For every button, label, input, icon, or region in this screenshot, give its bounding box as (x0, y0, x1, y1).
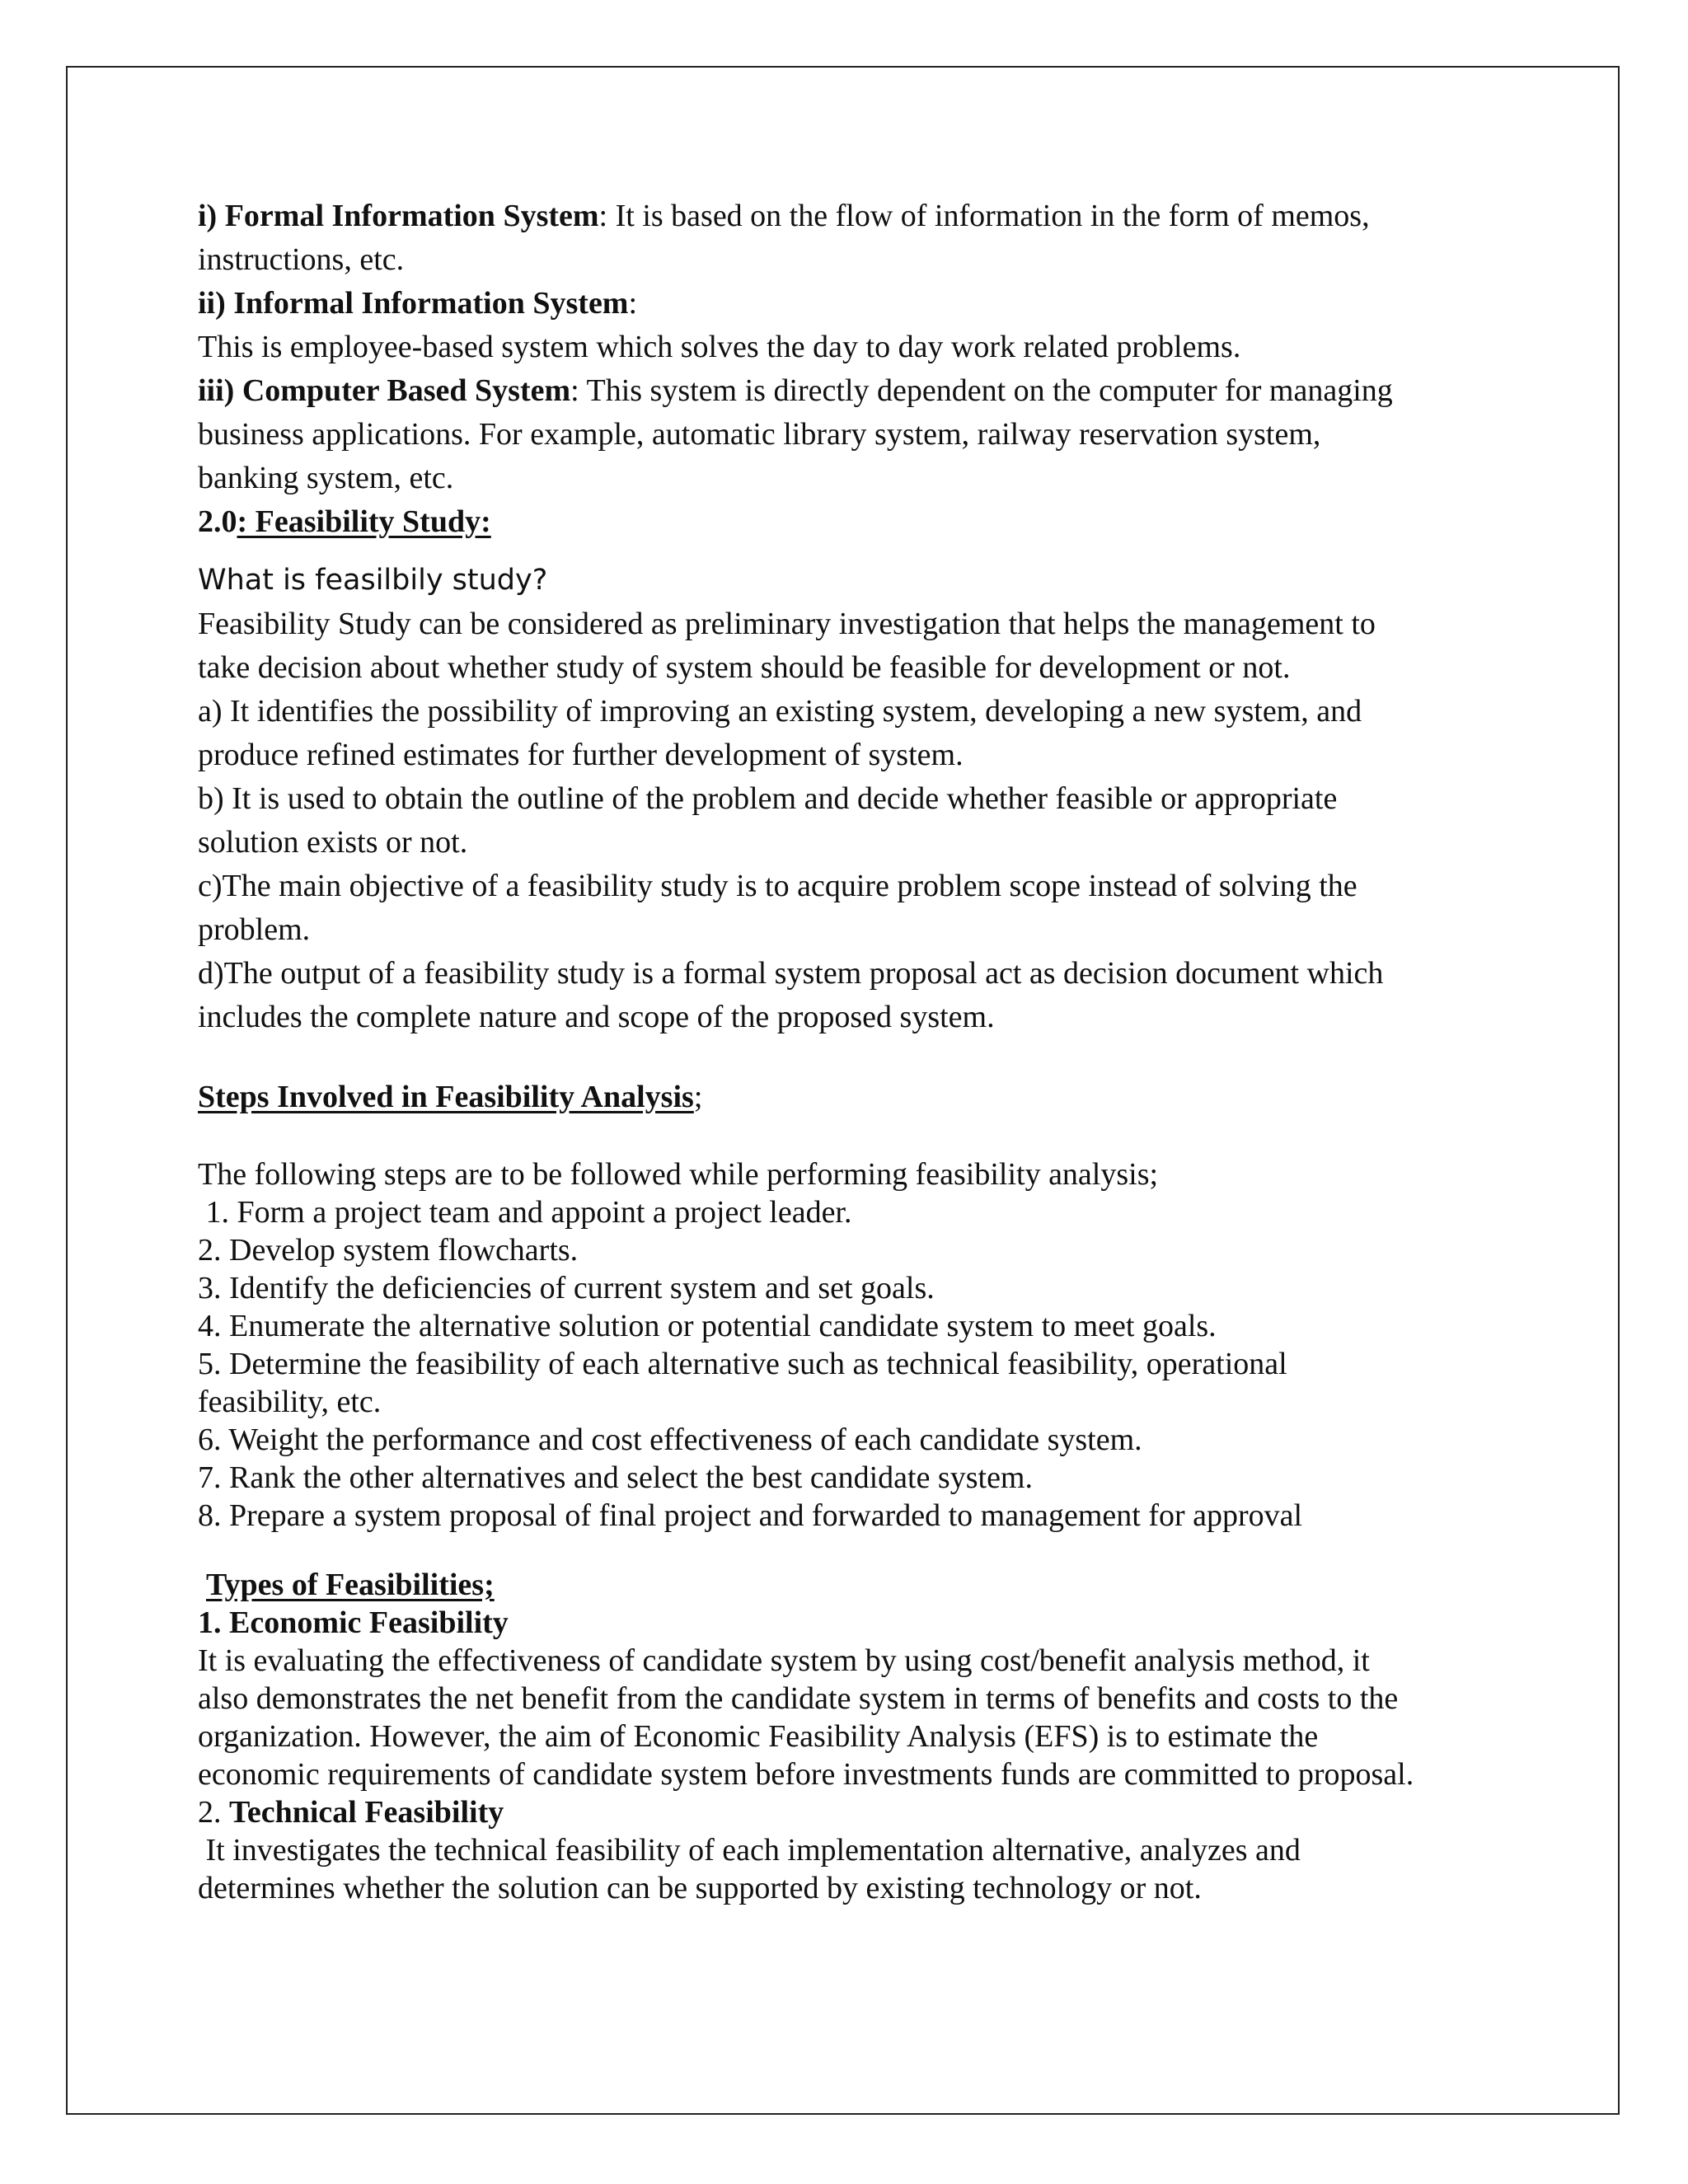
economic-line: also demonstrates the net benefit from the candidate system in terms of benefits and costs to the (198, 1681, 1399, 1716)
economic-line: organization. However, the aim of Economic Feasibility Analysis (EFS) is to estimate the (198, 1719, 1319, 1754)
feasibility-line: solution exists or not. (198, 825, 468, 860)
feasibility-study-heading: 2.0: Feasibility Study: (198, 504, 491, 539)
feasibility-line: d)The output of a feasibility study is a formal system proposal act as decision document which (198, 956, 1384, 991)
feasibility-question: What is feasilbily study? (198, 564, 548, 597)
formal-system-line-1: i) Formal Information System: It is based on the flow of information in the form of memos, (198, 199, 1370, 233)
informal-system-heading-line: ii) Informal Information System: (198, 286, 638, 321)
step-item: 8. Prepare a system proposal of final project and forwarded to management for approval (198, 1498, 1303, 1533)
step-item: 2. Develop system flowcharts. (198, 1233, 579, 1268)
informal-system-heading: ii) Informal Information System (198, 286, 629, 321)
spacer (198, 544, 1500, 559)
technical-line: determines whether the solution can be supported by existing technology or not. (198, 1871, 1202, 1905)
technical-feasibility-heading: 2. Technical Feasibility (198, 1795, 504, 1830)
types-heading: Types of Feasibilities; (206, 1568, 495, 1602)
feasibility-line: Feasibility Study can be considered as preliminary investigation that helps the management to (198, 607, 1376, 641)
computer-system-line-3: banking system, etc. (198, 461, 454, 495)
steps-intro: The following steps are to be followed while performing feasibility analysis; (198, 1157, 1159, 1192)
feasibility-line: a) It identifies the possibility of improving an existing system, developing a new system, and (198, 694, 1362, 729)
economic-line: It is evaluating the effectiveness of candidate system by using cost/benefit analysis method, it (198, 1643, 1370, 1678)
step-item: 1. Form a project team and appoint a project leader. (198, 1195, 852, 1230)
formal-system-line-2: instructions, etc. (198, 242, 405, 277)
feasibility-line: b) It is used to obtain the outline of the problem and decide whether feasible or appropriate (198, 781, 1338, 816)
economic-feasibility-heading: 1. Economic Feasibility (198, 1605, 509, 1640)
step-item: 6. Weight the performance and cost effectiveness of each candidate system. (198, 1422, 1142, 1457)
step-item: 3. Identify the deficiencies of current system and set goals. (198, 1271, 935, 1305)
computer-system-line-1: iii) Computer Based System: This system is directly dependent on the computer for managing (198, 373, 1393, 408)
formal-system-heading: i) Formal Information System (198, 199, 599, 233)
step-item: 5. Determine the feasibility of each alternative such as technical feasibility, operational (198, 1347, 1287, 1381)
spacer (198, 1535, 1500, 1566)
steps-heading: Steps Involved in Feasibility Analysis; (198, 1080, 703, 1114)
computer-system-heading: iii) Computer Based System (198, 373, 571, 408)
feasibility-line: c)The main objective of a feasibility study is to acquire problem scope instead of solving the (198, 869, 1357, 903)
technical-line: It investigates the technical feasibility of each implementation alternative, analyzes and (198, 1833, 1301, 1868)
informal-system-text: This is employee-based system which solves the day to day work related problems. (198, 330, 1241, 364)
step-item: 4. Enumerate the alternative solution or potential candidate system to meet goals. (198, 1309, 1217, 1343)
step-item: 7. Rank the other alternatives and select the best candidate system. (198, 1460, 1033, 1495)
feasibility-line: produce refined estimates for further development of system. (198, 738, 964, 772)
economic-line: economic requirements of candidate system before investments funds are committed to proposal. (198, 1757, 1414, 1792)
feasibility-line: problem. (198, 912, 311, 947)
feasibility-line: includes the complete nature and scope of the proposed system. (198, 1000, 995, 1034)
computer-system-line-2: business applications. For example, automatic library system, railway reservation system, (198, 417, 1321, 452)
step-item: feasibility, etc. (198, 1385, 382, 1419)
spacer (198, 1119, 1500, 1155)
feasibility-line: take decision about whether study of system should be feasible for development or not. (198, 650, 1291, 685)
spacer (198, 1039, 1500, 1076)
document-body (198, 194, 1500, 1907)
